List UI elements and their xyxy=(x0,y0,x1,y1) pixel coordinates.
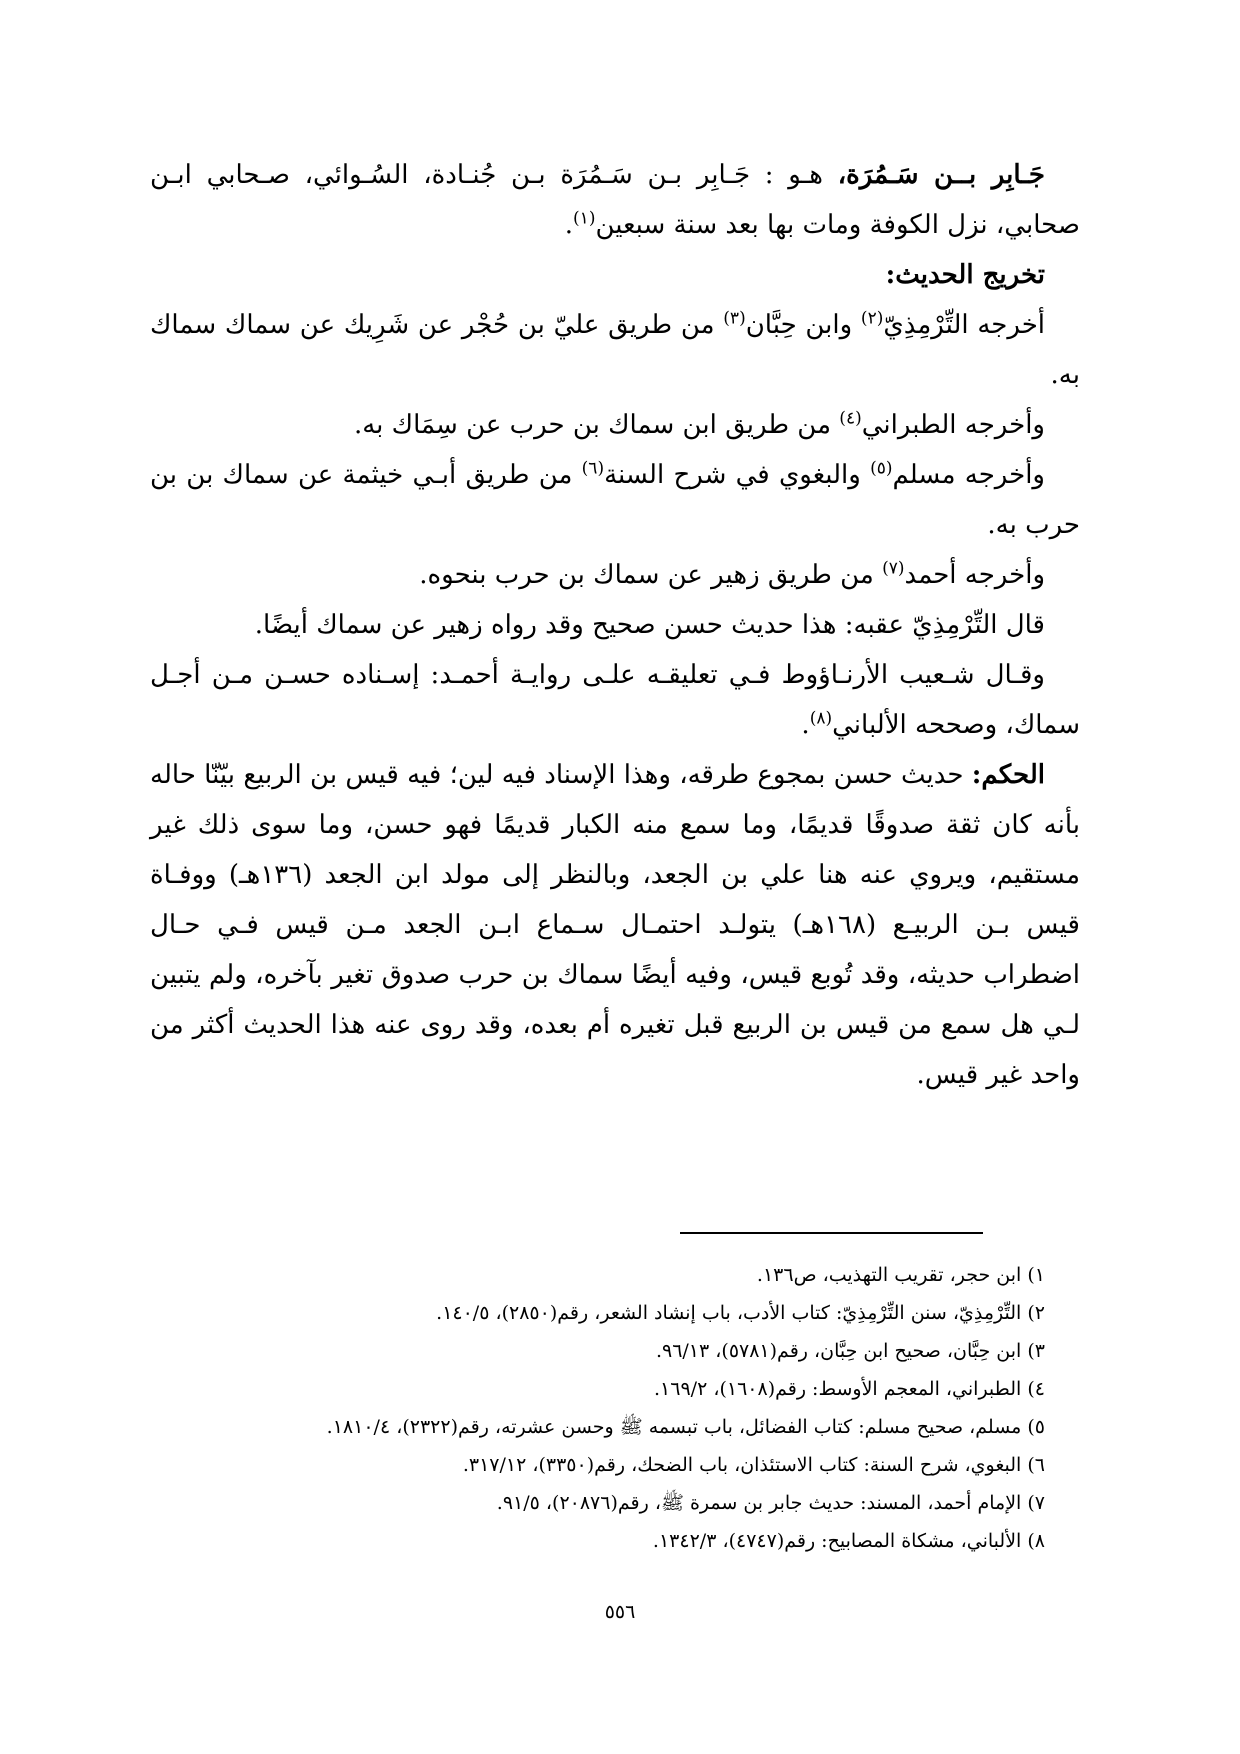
footnote-1: ١) ابن حجر، تقريب التهذيب، ص١٣٦. xyxy=(756,1264,1045,1286)
narrator-biography: جَـابِر بــن سَـمُرَة، هـو : جَـابِر بـن سَـمُرَة بـن جُنـادة، السُـوائي، صـحابي ابـن صحابي، نزل الكوفة ومات بها بعد سنة سبعين$^{(١)}$. xyxy=(150,160,1080,240)
footnote-4: ٤) الطبراني، المعجم الأوسط: رقم(١٦٠٨)، ١٦٩/٢. xyxy=(654,1378,1045,1400)
footnote-6: ٦) البغوي، شرح السنة: كتاب الاستئذان، باب الضحك، رقم(٣٣٥٠)، ٣١٧/١٢. xyxy=(462,1454,1045,1476)
footnotes-list xyxy=(150,1256,1045,1560)
narrator-bio-text: هـو : جَـابِر بـن سَـمُرَة بـن جُنـادة، السُـوائي، صـحابي ابـن صحابي، نزل الكوفة ومات بها بعد سنة سبعين xyxy=(150,160,1080,240)
narrator-name: جَـابِر بــن سَـمُرَة، xyxy=(837,160,1045,190)
ruling-paragraph xyxy=(150,750,1080,1100)
footnote-ref-4: (٤) xyxy=(839,408,862,429)
footnote-ref-2: (٢) xyxy=(860,308,884,329)
tirmidhi-comment: قال التِّرْمِذِيّ عقبه: هذا حديث حسن صحيح وقد رواه زهير عن سماك أيضًا. xyxy=(254,610,1045,640)
footnote-divider xyxy=(680,1232,983,1234)
footnote-5: ٥) مسلم، صحيح مسلم: كتاب الفضائل، باب تبسمه ﷺ وحسن عشرته، رقم(٢٣٢٢)، ١٨١٠/٤. xyxy=(326,1416,1045,1438)
ruling-text: حديث حسن بمجوع طرقه، وهذا الإسناد فيه لين؛ فيه قيس بن الربيع بيّنّا حاله بأنه كان ثقة صدوقًا قديمًا، وما سمع منه الكبار قديمًا فهو حسن، وما سوى ذلك غير مستقيم، ويروي عنه هنا علي بن الجعد، وبالنظر إلى مولد ابن الجعد (١٣٦هـ) ووفـاة قيس بـن الربيـع (١٦٨هـ) يتولـد احتمـال سـماع ابـن الجعد مـن قيس فـي حـال اضطراب حديثه، وقد تُوبع قيس، وفيه أيضًا سماك بن حرب صدوق تغير بآخره، ولم يتبين لـي هل سمع من قيس بن الربيع قبل تغيره أم بعده، وقد روى عنه هذا الحديث أكثر من واحد غير قيس. xyxy=(150,760,1081,1090)
main-text xyxy=(150,150,1080,1100)
footnote-7: ٧) الإمام أحمد، المسند: حديث جابر بن سمرة ﷺ، رقم(٢٠٨٧٦)، ٩١/٥. xyxy=(496,1492,1045,1514)
footnote-ref-1: (١) xyxy=(573,208,596,229)
arnaut-comment: وقـال شـعيب الأرنـاؤوط فـي تعليقـه علـى روايـة أحمـد: إسـناده حسـن مـن أجـل سماك، وصححه الألباني$^{(٨)}$. xyxy=(150,660,1080,740)
footnote-3: ٣) ابن حِبَّان، صحيح ابن حِبَّان، رقم(٥٧٨١)، ٩٦/١٣. xyxy=(655,1340,1045,1362)
takhrij-paragraph-tabarani: وأخرجه الطبراني$^{(٤)}$ من طريق ابن سماك بن حرب عن سِمَاك به. xyxy=(353,408,1045,440)
takhrij-paragraph-muslim: وأخرجه مسلم$^{(٥)}$ والبغوي في شرح السنة$^{(٦)}$ من طريق أبـي خيثمة عن سماك بن بن حرب به. xyxy=(150,458,1080,540)
footnote-ref-8: (٨) xyxy=(809,708,833,729)
footnote-ref-6: (٦) xyxy=(581,458,605,479)
footnote-8: ٨) الألباني، مشكاة المصابيح: رقم(٤٧٤٧)، ١٣٤٢/٣. xyxy=(652,1530,1045,1552)
footnote-ref-5: (٥) xyxy=(870,458,893,479)
section-heading: تخريج الحديث: xyxy=(885,260,1045,290)
ruling-label: الحكم: xyxy=(971,760,1045,790)
footnote-ref-7: (٧) xyxy=(882,558,905,579)
takhrij-paragraph-tirmidhi: أخرجه التِّرْمِذِيّ$^{(٢)}$ وابن حِبَّان$^{(٣)}$ من طريق عليّ بن حُجْر عن شَرِيك عن سماك سماك به. xyxy=(150,308,1080,390)
page-number: ٥٥٦ xyxy=(604,1601,636,1623)
footnote-2: ٢) التِّرْمِذِيّ، سنن التِّرْمِذِيّ: كتاب الأدب، باب إنشاد الشعر، رقم(٢٨٥٠)، ١٤٠/٥. xyxy=(436,1302,1045,1324)
footnote-ref-3: (٣) xyxy=(723,308,746,329)
takhrij-paragraph-ahmad: وأخرجه أحمد$^{(٧)}$ من طريق زهير عن سماك بن حرب بنحوه. xyxy=(419,558,1045,590)
